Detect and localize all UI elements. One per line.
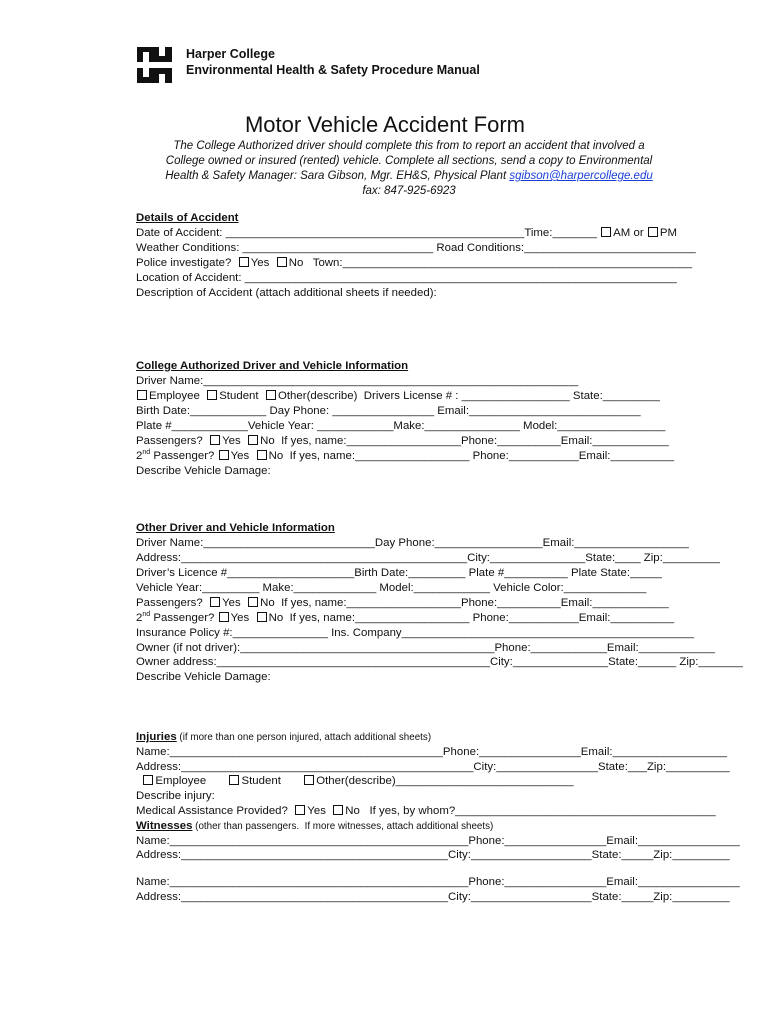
witness-address-row[interactable]: Address:__________________________________________City:___________________State:_____Zip:_________ bbox=[136, 891, 730, 903]
other-second-no-checkbox[interactable] bbox=[257, 612, 267, 622]
injured-employee-checkbox[interactable] bbox=[143, 775, 153, 785]
other-vehicle-row[interactable]: Vehicle Year:_________ Make:_____________ Model:____________ Vehicle Color:_____________ bbox=[136, 582, 647, 594]
other-checkbox[interactable] bbox=[266, 390, 276, 400]
medical-row: Medical Assistance Provided? Yes No If yes, by whom?_________________________________________ bbox=[136, 805, 716, 817]
other-second-yes-checkbox[interactable] bbox=[219, 612, 229, 622]
org-name: Harper College bbox=[186, 47, 275, 61]
college-driver-name-field[interactable]: Driver Name:___________________________________________________________ bbox=[136, 375, 579, 387]
police-row: Police investigate? Yes No Town:_______________________________________________________ bbox=[136, 257, 693, 269]
other-second-passenger-row: 2nd Passenger? Yes No If yes, name:__________________ Phone:___________Email:__________ bbox=[136, 611, 675, 624]
plate-vehicle-row[interactable]: Plate #____________Vehicle Year: ____________Make:_______________ Model:_________________ bbox=[136, 420, 666, 432]
police-yes-checkbox[interactable] bbox=[239, 257, 249, 267]
manual-name: Environmental Health & Safety Procedure Manual bbox=[186, 63, 480, 77]
injuries-note: (if more than one person injured, attach additional sheets) bbox=[176, 732, 432, 743]
other-driver-heading: Other Driver and Vehicle Information bbox=[136, 522, 335, 534]
employee-checkbox[interactable] bbox=[137, 390, 147, 400]
injured-name-row[interactable]: Name:___________________________________________Phone:________________Email:__________________ bbox=[136, 746, 727, 758]
form-instructions bbox=[120, 139, 698, 199]
email-link[interactable]: sgibson@harpercollege.edu bbox=[509, 170, 653, 182]
injured-student-checkbox[interactable] bbox=[229, 775, 239, 785]
instructions-line: Health & Safety Manager: Sara Gibson, Mgr. EH&S, Physical Plant sgibson@harpercollege.edu bbox=[165, 170, 653, 182]
medical-yes-checkbox[interactable] bbox=[295, 805, 305, 815]
college-damage-label: Describe Vehicle Damage: bbox=[136, 465, 271, 477]
details-heading: Details of Accident bbox=[136, 212, 239, 224]
witness-name-row[interactable]: Name:_______________________________________________Phone:________________Email:________________ bbox=[136, 835, 740, 847]
instructions-line: College owned or insured (rented) vehicle. Complete all sections, send a copy to Environmental bbox=[165, 155, 653, 167]
fax-number: fax: 847-925-6923 bbox=[362, 185, 456, 197]
insurance-row[interactable]: Insurance Policy #:_______________ Ins. Company______________________________________________ bbox=[136, 627, 694, 639]
harper-college-logo bbox=[137, 47, 172, 83]
second-passenger-row: 2nd Passenger? Yes No If yes, name:__________________ Phone:___________Email:__________ bbox=[136, 449, 675, 462]
witness-name-row[interactable]: Name:_______________________________________________Phone:________________Email:________________ bbox=[136, 876, 740, 888]
other-passengers-no-checkbox[interactable] bbox=[248, 597, 258, 607]
college-driver-heading: College Authorized Driver and Vehicle Information bbox=[136, 360, 409, 372]
instructions-line: The College Authorized driver should complete this from to report an accident that involved a bbox=[173, 140, 645, 152]
witnesses-heading: Witnesses bbox=[136, 820, 193, 832]
injured-address-row[interactable]: Address:______________________________________________City:________________State:___Zip:__________ bbox=[136, 761, 730, 773]
other-address-row[interactable]: Address:_____________________________________________City:_______________State:____ Zip:_________ bbox=[136, 552, 721, 564]
injured-type-row: Employee Student Other(describe)____________________________ bbox=[136, 774, 574, 788]
witnesses-heading-row bbox=[136, 819, 493, 834]
police-no-checkbox[interactable] bbox=[277, 257, 287, 267]
description-label: Description of Accident (attach additional sheets if needed): bbox=[136, 287, 437, 299]
medical-no-checkbox[interactable] bbox=[333, 805, 343, 815]
student-checkbox[interactable] bbox=[207, 390, 217, 400]
driver-type-row: Employee Student Other(describe) Drivers License # : _________________ State:_________ bbox=[136, 389, 660, 403]
birth-phone-email-row[interactable]: Birth Date:____________ Day Phone: ________________ Email:___________________________ bbox=[136, 405, 641, 417]
second-yes-checkbox[interactable] bbox=[219, 450, 229, 460]
owner-row[interactable]: Owner (if not driver):________________________________________Phone:____________Email:____________ bbox=[136, 642, 715, 654]
injured-other-checkbox[interactable] bbox=[304, 775, 314, 785]
other-driver-name-row[interactable]: Driver Name:___________________________Day Phone:_________________Email:__________________ bbox=[136, 537, 689, 549]
weather-road-row[interactable]: Weather Conditions: ______________________________ Road Conditions:___________________________ bbox=[136, 242, 696, 254]
am-checkbox[interactable] bbox=[601, 227, 611, 237]
passengers-yes-checkbox[interactable] bbox=[210, 435, 220, 445]
other-licence-row[interactable]: Driver’s Licence #____________________Birth Date:_________ Plate #__________ Plate State:_____ bbox=[136, 567, 662, 579]
date-time-row: Date of Accident: _______________________________________________Time:_______ AM or PM bbox=[136, 227, 677, 239]
other-passengers-yes-checkbox[interactable] bbox=[210, 597, 220, 607]
witnesses-note: (other than passengers. If more witnesses, attach additional sheets) bbox=[192, 821, 494, 832]
town-field[interactable]: Town:_______________________________________________________ bbox=[312, 257, 693, 269]
second-no-checkbox[interactable] bbox=[257, 450, 267, 460]
owner-address-row[interactable]: Owner address:___________________________________________City:_______________State:______ Zip:_______ bbox=[136, 656, 743, 668]
passengers-no-checkbox[interactable] bbox=[248, 435, 258, 445]
pm-checkbox[interactable] bbox=[648, 227, 658, 237]
form-title: Motor Vehicle Accident Form bbox=[244, 112, 525, 137]
injuries-heading: Injuries bbox=[136, 731, 177, 743]
witness-address-row[interactable]: Address:__________________________________________City:___________________State:_____Zip:_________ bbox=[136, 849, 730, 861]
other-damage-label: Describe Vehicle Damage: bbox=[136, 671, 271, 683]
passengers-row: Passengers? Yes No If yes, name:__________________Phone:__________Email:____________ bbox=[136, 435, 669, 447]
location-field[interactable]: Location of Accident: ____________________________________________________________________ bbox=[136, 272, 677, 284]
org-header bbox=[186, 46, 480, 78]
describe-injury-label: Describe injury: bbox=[136, 790, 215, 802]
injuries-heading-row bbox=[136, 730, 431, 745]
other-passengers-row: Passengers? Yes No If yes, name:__________________Phone:__________Email:____________ bbox=[136, 597, 669, 609]
